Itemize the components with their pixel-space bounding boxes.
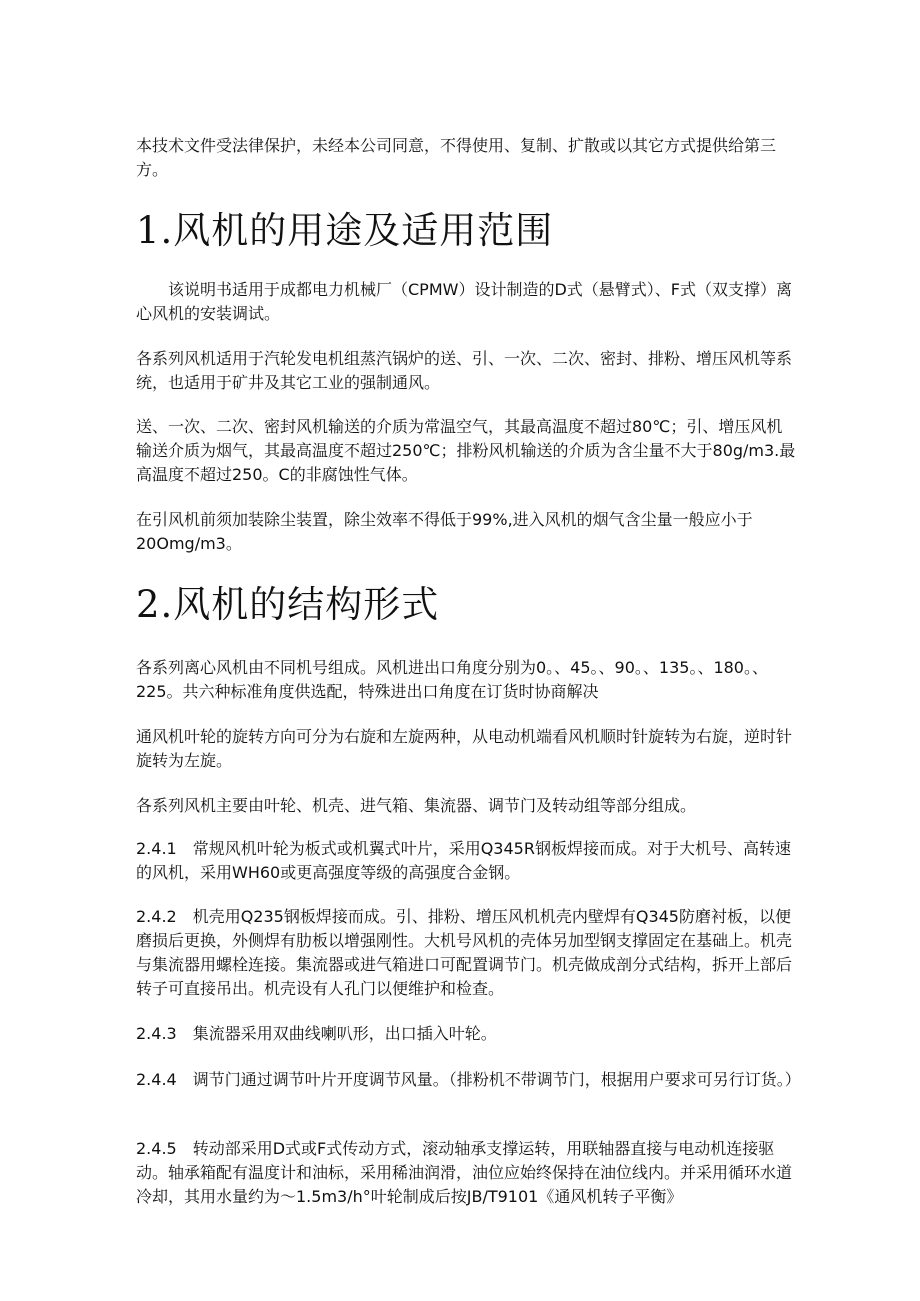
section-1-paragraph: 在引风机前须加装除尘装置，除尘效率不得低于99%,进入风机的烟气含尘量一般应小于20Omg/m3。 [136,510,753,553]
clause-2-4-5: 2.4.5 转动部采用D式或F式传动方式，滚动轴承支撑运转，用联轴器直接与电动机连接驱动。轴承箱配有温度计和油标，采用稀油润滑，油位应始终保持在油位线内。并采用循环水道冷却，其用水量约为～1.5m3∕h°叶轮制成后按JB/T9101《通风机转子平衡》 [136,1139,793,1206]
clause-2-4-4: 2.4.4 调节门通过调节叶片开度调节风量。（排粉机不带调节门，根据用户要求可另行订货。） [136,1070,801,1089]
section-1-paragraph: 该说明书适用于成都电力机械厂（CPMW）设计制造的D式（悬臂式）、F式（双支撑）离心风机的安装调试。 [136,280,792,323]
section-1-heading: 1.风机的用途及适用范围 [136,209,554,252]
section-1-paragraph: 送、一次、二次、密封风机输送的介质为常温空气，其最高温度不超过80℃；引、增压风机输送介质为烟气，其最高温度不超过250℃；排粉风机输送的介质为含尘量不大于80g∕m3.最高温度不超过250。C的非腐蚀性气体。 [136,417,796,484]
clause-2-4-2: 2.4.2 机壳用Q235钢板焊接而成。引、排粉、增压风机机壳内壁焊有Q345防磨衬板，以便磨损后更换，外侧焊有肋板以增强刚性。大机号风机的壳体另加型钢支撑固定在基础上。机壳与集流器用螺栓连接。集流器或进气箱进口可配置调节门。机壳做成剖分式结构，拆开上部后转子可直接吊出。机壳设有人孔门以便维护和检查。 [136,907,793,998]
section-2-heading: 2.风机的结构形式 [136,583,440,626]
section-2-paragraph: 通风机叶轮的旋转方向可分为右旋和左旋两种，从电动机端看风机顺时针旋转为右旋，逆时针旋转为左旋。 [136,727,793,770]
section-2-paragraph: 各系列风机主要由叶轮、机壳、进气箱、集流器、调节门及转动组等部分组成。 [136,796,697,815]
clause-2-4-3: 2.4.3 集流器采用双曲线喇叭形，出口插入叶轮。 [136,1024,497,1043]
copyright-notice: 本技术文件受法律保护，未经本公司同意，不得使用、复制、扩散或以其它方式提供给第三方。 [136,136,777,179]
section-1-paragraph: 各系列风机适用于汽轮发电机组蒸汽锅炉的送、引、一次、二次、密封、排粉、增压风机等系统，也适用于矿井及其它工业的强制通风。 [136,349,793,392]
clause-2-4-1: 2.4.1 常规风机叶轮为板式或机翼式叶片，采用Q345R钢板焊接而成。对于大机号、高转速的风机，采用WH60或更高强度等级的高强度合金钢。 [136,839,791,882]
section-2-paragraph: 各系列离心风机由不同机号组成。风机进出口角度分别为0。、45。、90。、135。、180。、225。共六种标准角度供选配，特殊进出口角度在订货时协商解决 [136,658,768,701]
